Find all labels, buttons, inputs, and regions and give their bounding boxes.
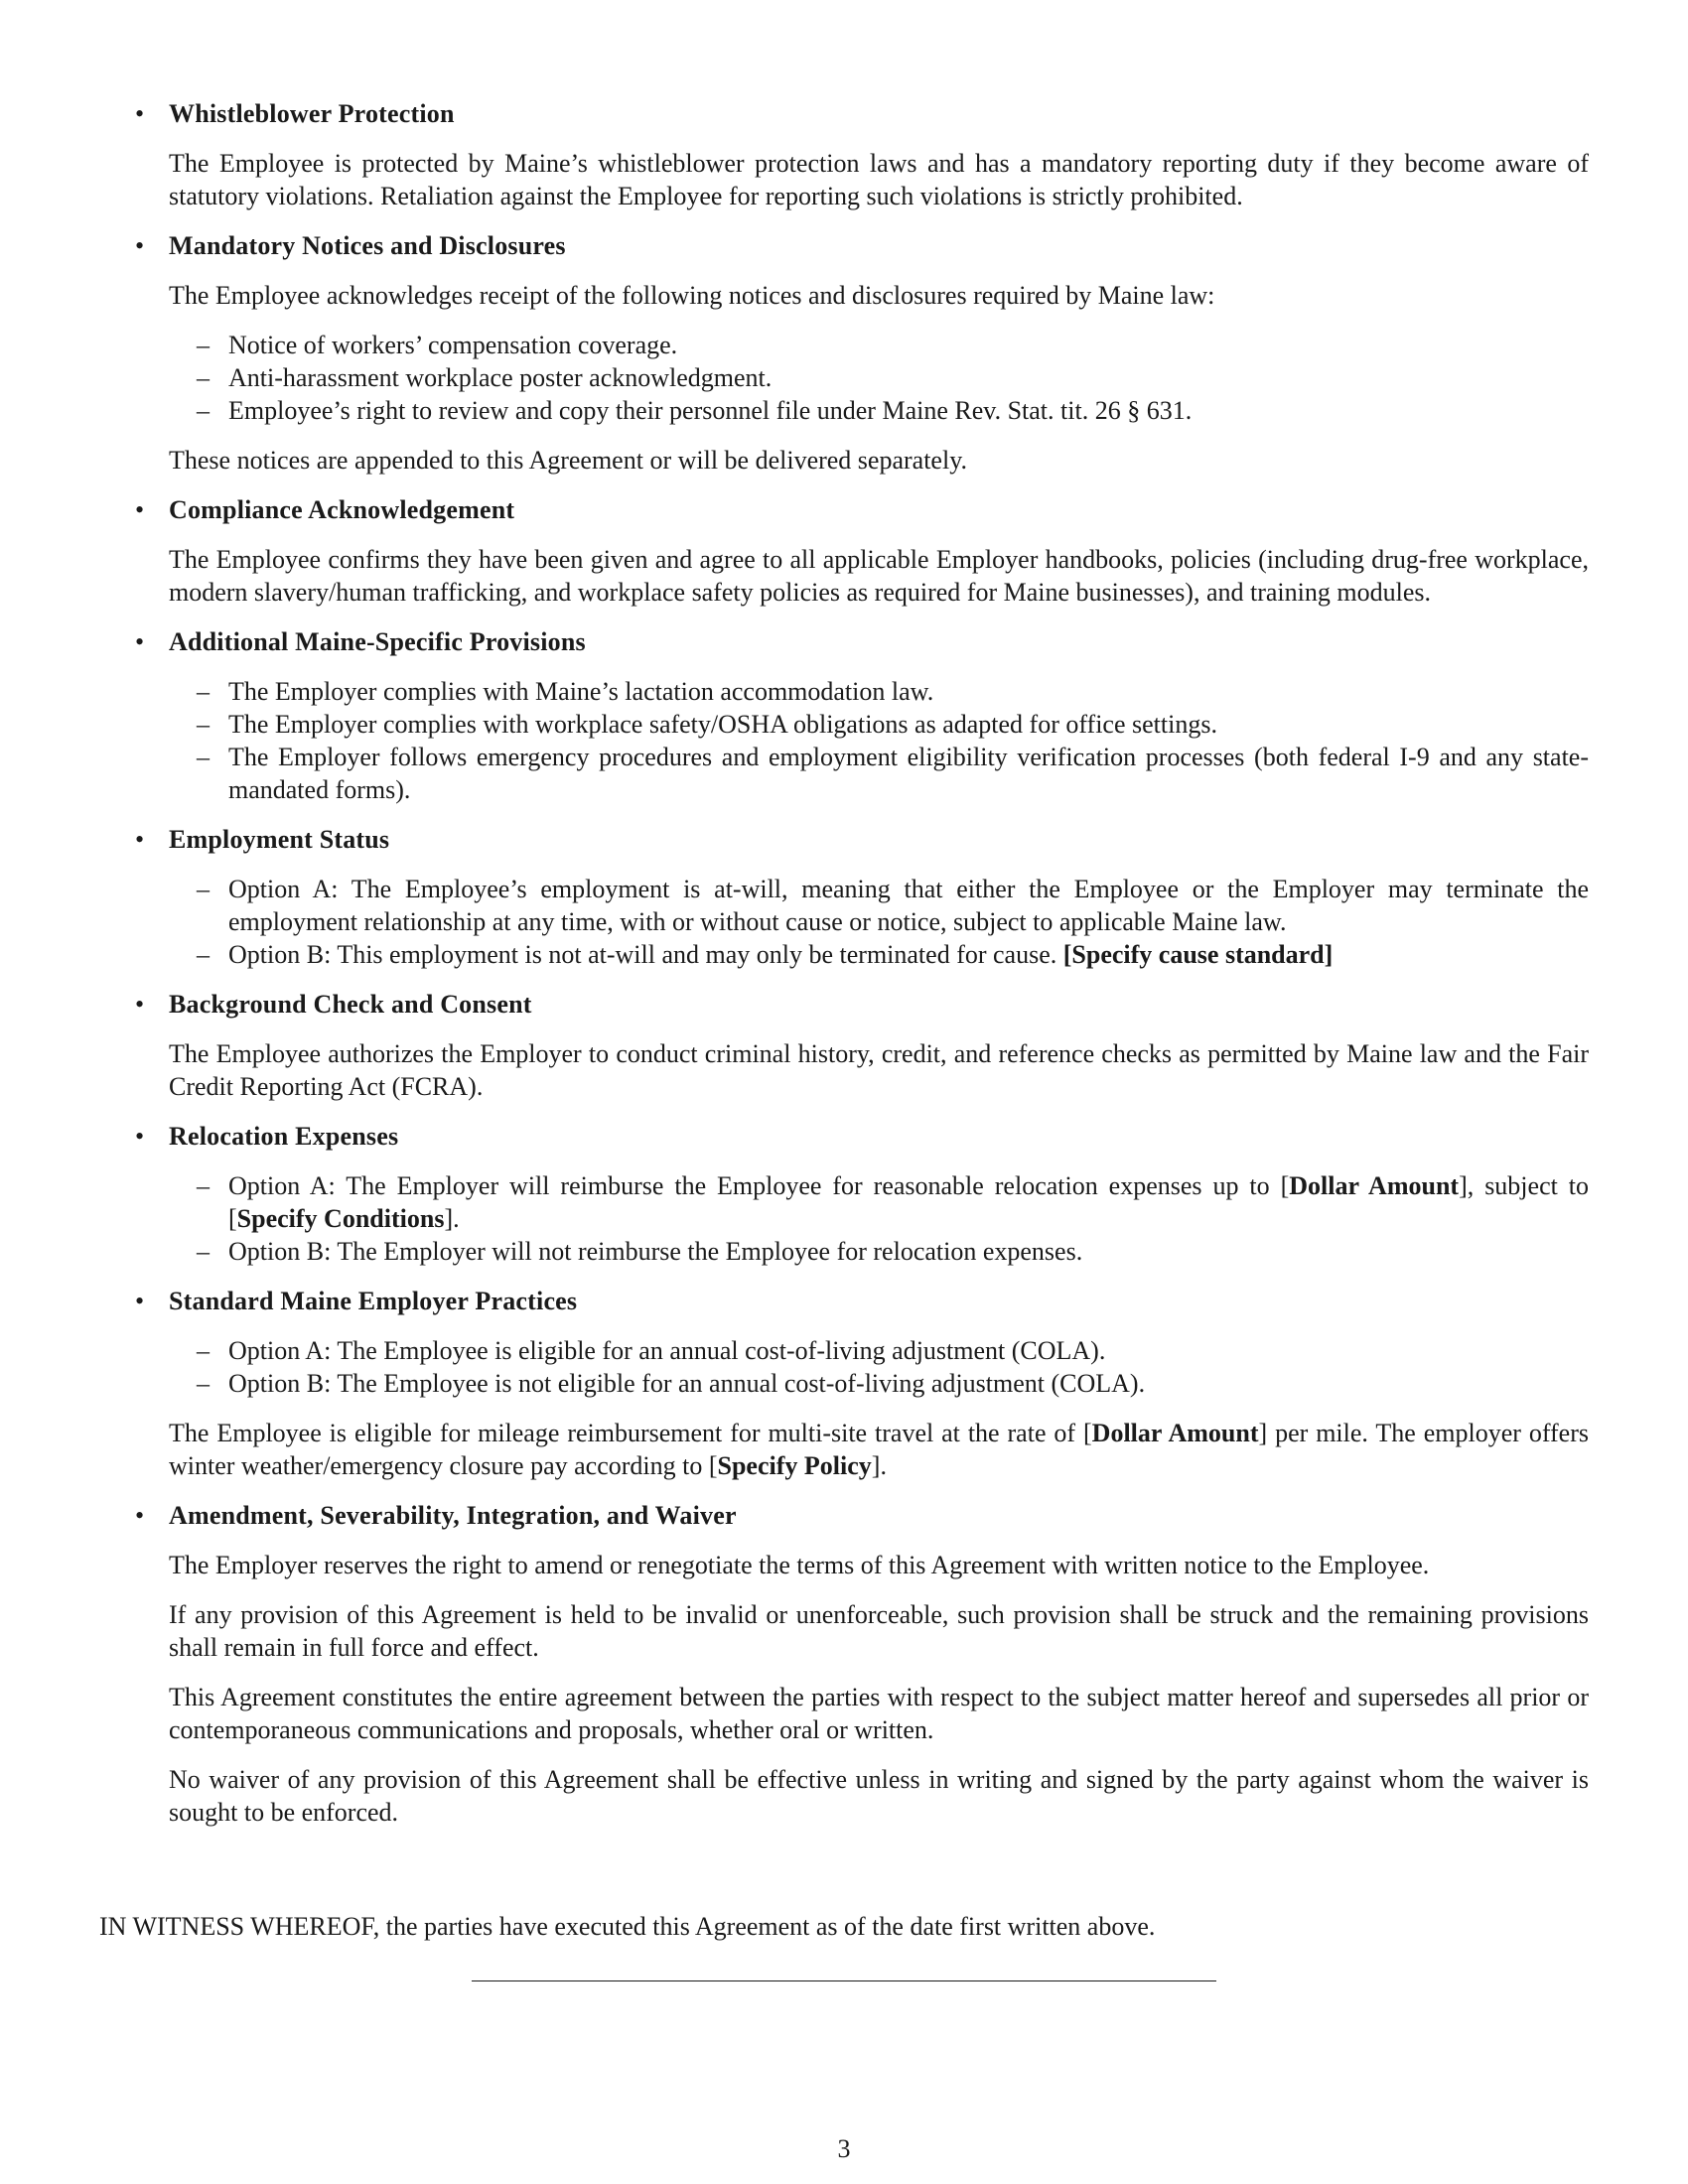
list-item	[169, 873, 1589, 938]
notice-list	[169, 329, 1589, 427]
list-item-text: Anti-harassment workplace poster acknowledgment.	[228, 363, 773, 392]
placeholder-dollar-amount: Dollar Amount	[1091, 1419, 1259, 1447]
option-list	[169, 1169, 1589, 1268]
section-notices	[99, 229, 1589, 477]
section-compliance	[99, 493, 1589, 609]
section-heading: Relocation Expenses	[169, 1122, 399, 1151]
dash: –	[197, 1369, 210, 1398]
list-item-text: Option A: The Employee’s employment is at-will, meaning that either the Employee or the Employer may terminate the employment relationship at any time, with or without cause or notice, subject to applicable Maine law.	[228, 875, 1589, 936]
list-item	[169, 1169, 1589, 1235]
dash: –	[197, 396, 210, 425]
bracket: ]	[444, 1204, 454, 1233]
paragraph: The Employee acknowledges receipt of the following notices and disclosures required by Maine law:	[169, 281, 1215, 310]
bullet: •	[135, 495, 145, 524]
section-employment-status	[99, 823, 1589, 971]
bracket: ]	[1258, 1419, 1268, 1447]
dash: –	[197, 331, 210, 359]
section-relocation	[99, 1120, 1589, 1268]
section-heading: Standard Maine Employer Practices	[169, 1287, 578, 1315]
signature-line	[472, 1980, 1216, 1981]
placeholder-cause-standard: [Specify cause standard]	[1062, 940, 1334, 969]
list-item-text: Option B: The Employer will not reimburse the Employee for relocation expenses.	[228, 1237, 1083, 1266]
document-body	[99, 97, 1589, 1845]
section-whistleblower	[99, 97, 1589, 212]
paragraph	[169, 1417, 1589, 1482]
provision-list	[169, 675, 1589, 806]
paragraph: These notices are appended to this Agreement or will be delivered separately.	[169, 446, 968, 475]
dash: –	[197, 677, 210, 706]
list-item	[169, 1235, 1589, 1268]
section-heading: Background Check and Consent	[169, 990, 532, 1019]
list-item-text: Employee’s right to review and copy their personnel file under Maine Rev. Stat. tit. 26 § 631.	[228, 396, 1193, 425]
bracket: ]	[1459, 1171, 1468, 1200]
bracket: [	[1280, 1171, 1290, 1200]
list-item	[169, 938, 1589, 971]
list-item-text: Option B: This employment is not at-will and may only be terminated for cause.	[228, 940, 1063, 969]
section-heading: Whistleblower Protection	[169, 99, 455, 128]
list-item-text: The Employer complies with workplace safety/OSHA obligations as adapted for office settings.	[228, 710, 1217, 739]
list-item-text: Option A: The Employee is eligible for an annual cost-of-living adjustment (COLA).	[228, 1336, 1106, 1365]
dash: –	[197, 1171, 210, 1200]
paragraph-text: per mile. The employer offers winter weather/emergency closure pay according to	[169, 1419, 1590, 1480]
bullet: •	[135, 1122, 145, 1151]
dash: –	[197, 940, 210, 969]
list-item	[169, 741, 1589, 806]
page-number: 3	[837, 2134, 851, 2163]
bracket: ]	[871, 1451, 881, 1480]
bullet: •	[135, 1287, 145, 1315]
paragraph: The Employee authorizes the Employer to conduct criminal history, credit, and reference checks as permitted by Maine law and the Fair Credit Reporting Act (FCRA).	[169, 1039, 1589, 1101]
bullet: •	[135, 99, 145, 128]
list-item-text: , subject to	[1467, 1171, 1590, 1200]
bullet: •	[135, 231, 145, 260]
list-item-text: Option B: The Employee is not eligible for an annual cost-of-living adjustment (COLA).	[228, 1369, 1146, 1398]
dash: –	[197, 743, 210, 771]
paragraph: The Employee confirms they have been given and agree to all applicable Employer handbooks, policies (including drug-free workplace, modern slavery/human trafficking, and workplace safety policies as required for Maine businesses), and training modules.	[169, 545, 1589, 607]
list-item-text: The Employer complies with Maine’s lactation accommodation law.	[228, 677, 934, 706]
dash: –	[197, 875, 210, 903]
list-item	[169, 329, 1589, 361]
option-list	[169, 1334, 1589, 1400]
witness-statement: IN WITNESS WHEREOF, the parties have executed this Agreement as of the date first written above.	[99, 1912, 1156, 1941]
paragraph: If any provision of this Agreement is held to be invalid or unenforceable, such provision shall be struck and the remaining provisions shall remain in full force and effect.	[169, 1600, 1589, 1662]
list-item-text: Option A: The Employer will reimburse the Employee for reasonable relocation expenses up to	[228, 1171, 1281, 1200]
list-item-text: The Employer follows emergency procedures and employment eligibility verification processes (both federal I-9 and any state-mandated forms).	[228, 743, 1589, 804]
section-maine-provisions	[99, 625, 1589, 806]
list-item	[169, 361, 1589, 394]
bracket: [	[1083, 1419, 1092, 1447]
section-heading: Compliance Acknowledgement	[169, 495, 515, 524]
placeholder-conditions: Specify Conditions	[236, 1204, 445, 1233]
list-item	[169, 1334, 1589, 1367]
placeholder-dollar-amount: Dollar Amount	[1289, 1171, 1460, 1200]
paragraph-text: The Employee is eligible for mileage reimbursement for multi-site travel at the rate of	[169, 1419, 1083, 1447]
section-heading: Amendment, Severability, Integration, and Waiver	[169, 1501, 737, 1530]
bullet: •	[135, 990, 145, 1019]
section-employer-practices	[99, 1285, 1589, 1482]
dash: –	[197, 710, 210, 739]
list-item	[169, 708, 1589, 741]
list-item	[169, 394, 1589, 427]
paragraph: The Employer reserves the right to amend or renegotiate the terms of this Agreement with written notice to the Employee.	[169, 1551, 1430, 1579]
paragraph: This Agreement constitutes the entire agreement between the parties with respect to the subject matter hereof and supersedes all prior or contemporaneous communications and proposals, whether oral or written.	[169, 1683, 1589, 1744]
section-heading: Mandatory Notices and Disclosures	[169, 231, 566, 260]
dash: –	[197, 363, 210, 392]
section-heading: Additional Maine-Specific Provisions	[169, 627, 586, 656]
bullet: •	[135, 627, 145, 656]
paragraph: The Employee is protected by Maine’s whistleblower protection laws and has a mandatory reporting duty if they become aware of statutory violations. Retaliation against the Employee for reporting such violations is strictly prohibited.	[169, 149, 1589, 210]
list-item	[169, 675, 1589, 708]
section-heading: Employment Status	[169, 825, 390, 854]
bracket: [	[228, 1204, 237, 1233]
placeholder-policy: Specify Policy	[717, 1451, 872, 1480]
list-item	[169, 1367, 1589, 1400]
paragraph: No waiver of any provision of this Agreement shall be effective unless in writing and signed by the party against whom the waiver is sought to be enforced.	[169, 1765, 1589, 1827]
dash: –	[197, 1237, 210, 1266]
list-item-text: .	[453, 1204, 460, 1233]
paragraph-text: .	[880, 1451, 887, 1480]
option-list	[169, 873, 1589, 971]
dash: –	[197, 1336, 210, 1365]
section-background-check	[99, 988, 1589, 1103]
bullet: •	[135, 825, 145, 854]
bullet: •	[135, 1501, 145, 1530]
section-amendment	[99, 1499, 1589, 1829]
list-item-text: Notice of workers’ compensation coverage.	[228, 331, 678, 359]
bracket: [	[708, 1451, 718, 1480]
